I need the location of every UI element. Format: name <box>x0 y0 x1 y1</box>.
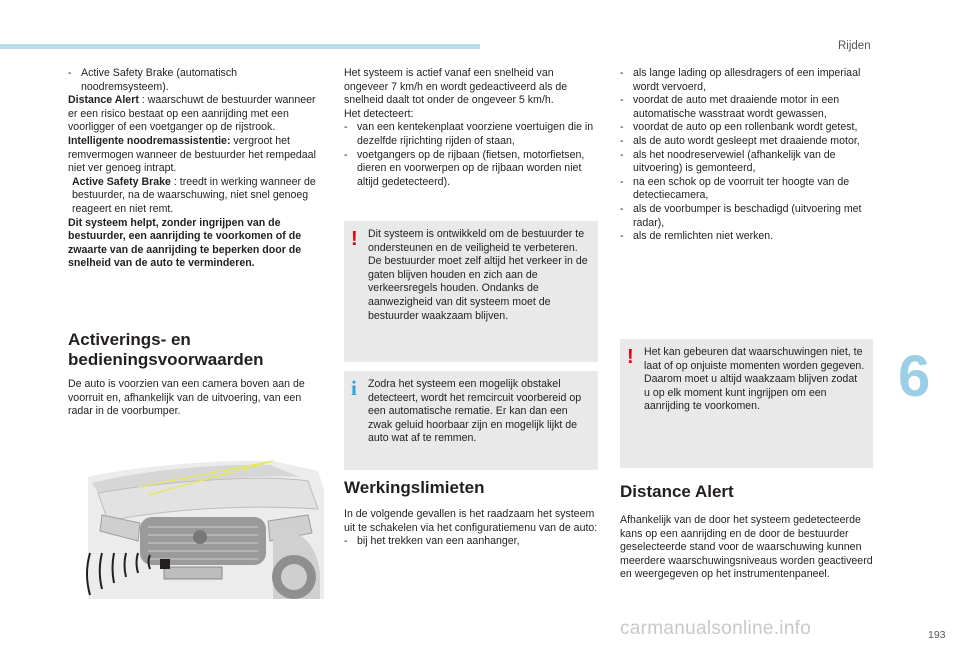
warning-icon: ! <box>351 228 358 250</box>
list-item: - voordat de auto op een rollenbank wordt getest, <box>620 121 858 134</box>
warning-icon: ! <box>627 346 634 368</box>
list-item: - als lange lading op allesdragers of een imperiaal wordt vervoerd, <box>620 67 861 93</box>
limits-block <box>344 508 598 549</box>
list-item: - Active Safety Brake (automatisch noodremsysteem). <box>68 67 238 93</box>
chapter-number: 6 <box>898 344 931 409</box>
heading-distance-alert: Distance Alert <box>620 482 734 501</box>
paragraph-noodremassistentie: Intelligente noodremassistentie: vergroot het remvermogen wanneer de bestuurder het rempedaal niet ver genoeg intrapt. <box>68 134 316 175</box>
list-item: - na een schok op de voorruit ter hoogte van de detectiecamera, <box>620 175 850 202</box>
list-item: - als de auto wordt gesleept met draaiende motor, <box>620 134 860 147</box>
list-item: - voetgangers op de rijbaan (fietsen, motorfietsen, dieren en voorwerpen op de rijbaan worden niet altijd gedetecteerd). <box>344 148 585 188</box>
column-middle <box>344 67 598 189</box>
car-illustration <box>68 449 324 599</box>
list-item: - van een kentekenplaat voorziene voertuigen die in dezelfde rijrichting rijden of staan, <box>344 121 594 147</box>
list-item: - voordat de auto met draaiende motor in een automatische wasstraat wordt gewassen, <box>620 94 840 120</box>
detects-label: Het detecteert: <box>344 107 414 120</box>
paragraph-distance-alert: Distance Alert : waarschuwt de bestuurder wanneer er een risico bestaat op een aanrijding met een voorligger of een voetganger op de rijstrook. <box>68 94 316 134</box>
list-item: - als het noodreservewiel (afhankelijk van de uitvoering) is gemonteerd, <box>620 148 836 175</box>
paragraph-limits-intro: In de volgende gevallen is het raadzaam het systeem uit te schakelen via het configuratiemenu van de auto: <box>344 508 598 534</box>
list-item: - als de voorbumper is beschadigd (uitvoering met radar), <box>620 202 862 229</box>
paragraph-distance-alert-levels: Afhankelijk van de door het systeem gedetecteerde kans op een aanrijding en de door de bestuurder geselecteerde stand voor de waarschuwing kunnen meerdere waarschuwingsniveaus worden geactiveerd en weergegeven op het instrumentenpaneel. <box>620 514 873 581</box>
column-right <box>620 67 874 244</box>
heading-werkingslimieten: Werkingslimieten <box>344 478 485 497</box>
warning-box-late-alerts <box>620 339 873 468</box>
page-number: 193 <box>928 629 946 641</box>
list-item: - als de remlichten niet werken. <box>620 230 774 243</box>
info-icon: i <box>351 376 357 400</box>
warning-box <box>344 221 598 362</box>
paragraph-active-safety-brake: Active Safety Brake : treedt in werking wanneer de bestuurder, na de waarschuwing, niet snel genoeg reageert en niet remt. <box>72 175 316 215</box>
header-accent-bar <box>0 44 480 49</box>
paragraph-activation-speed: Het systeem is actief vanaf een snelheid van ongeveer 7 km/h en wordt gedeactiveerd als de snelheid daalt tot onder de ongeveer 5 km/h. <box>344 67 568 107</box>
heading-activering: Activerings- en bedieningsvoorwaarden <box>68 330 264 369</box>
watermark: carmanualsonline.info <box>620 618 812 639</box>
column-left <box>68 67 326 271</box>
section-label: Rijden <box>838 40 871 52</box>
list-item: - bij het trekken van een aanhanger, <box>344 535 520 548</box>
info-text: Zodra het systeem een mogelijk obstakel detecteert, wordt het remcircuit voorbereid op een automatische rematie. Er kan dan een zwak geluid hoorbaar zijn en mogelijk lijkt de auto wat af te remmen. <box>368 378 582 445</box>
paragraph-camera-radar: De auto is voorzien van een camera boven aan de voorruit en, afhankelijk van de uitvoering, van een radar in de voorbumper. <box>68 378 305 418</box>
info-box <box>344 371 598 470</box>
warning-text: Dit systeem is ontwikkeld om de bestuurder te ondersteunen en de veiligheid te verbeteren. De bestuurder moet zelf altijd het verkeer in de gaten blijven houden en zich aan de verkeersregels houden. Ondanks de aanwezigheid van dit systeem moet de bestuurder waakzaam blijven. <box>368 228 588 322</box>
bold-note: Dit systeem helpt, zonder ingrijpen van de bestuurder, een aanrijding te voorkomen of de zwaarte van de aanrijding te beperken door de snelheid van de auto te verminderen. <box>68 216 302 270</box>
warning-text: Het kan gebeuren dat waarschuwingen niet, te laat of op onjuiste momenten worden gegeven. Daarom moet u altijd waakzaam blijven zodat u op elk moment kunt ingrijpen om een aanrijding te voorkomen. <box>644 346 865 413</box>
